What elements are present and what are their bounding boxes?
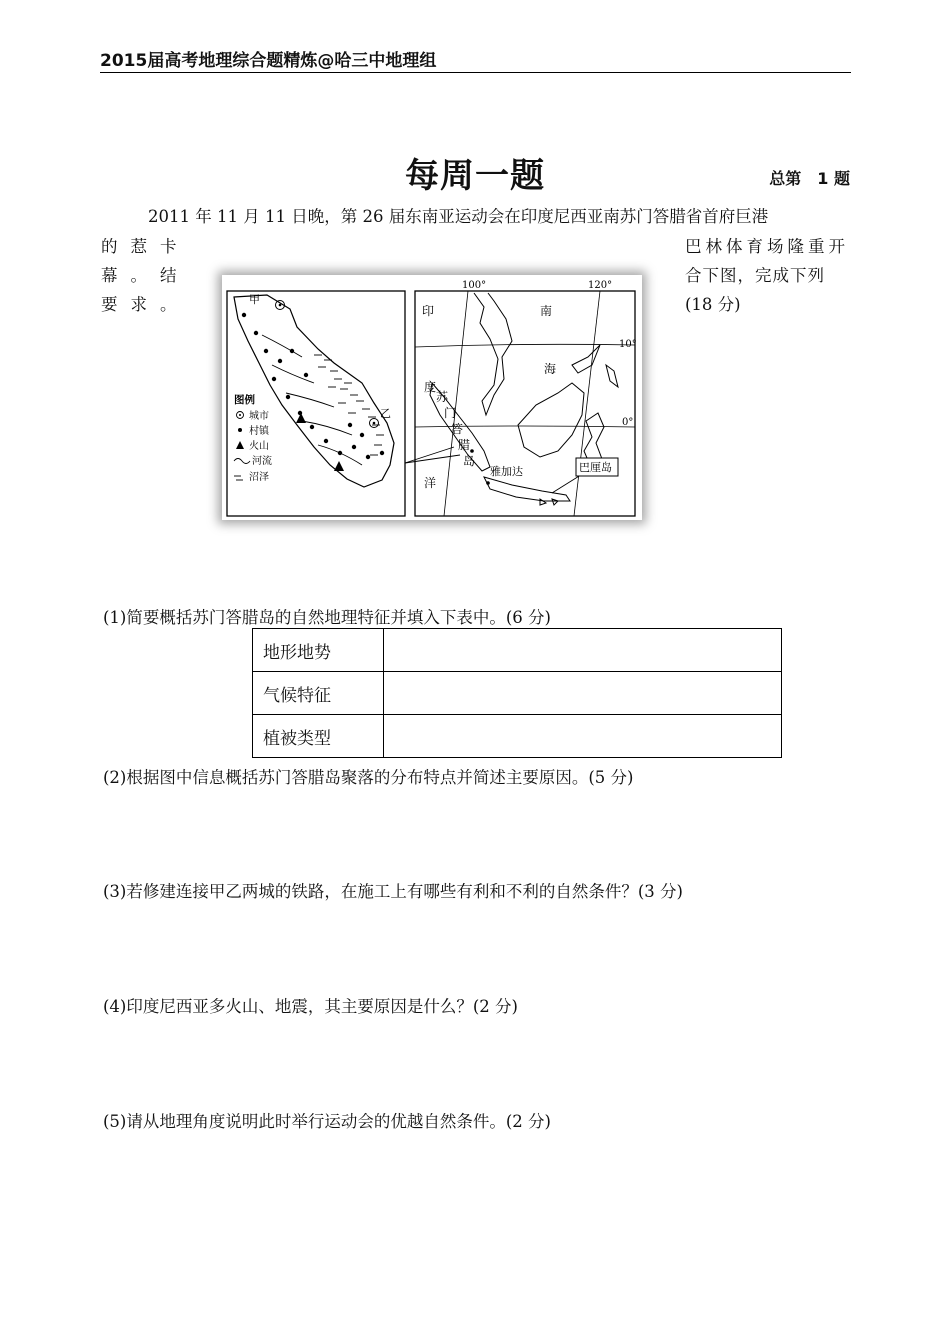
question-number: 总第 1 题 bbox=[769, 169, 850, 188]
intro-line-3-right: 合下图，完成下列 bbox=[685, 266, 825, 285]
city-b-label: 乙 bbox=[380, 407, 391, 420]
question-1: (1)简要概括苏门答腊岛的自然地理特征并填入下表中。(6 分) bbox=[103, 608, 551, 627]
table-row bbox=[253, 629, 782, 672]
question-2: (2)根据图中信息概括苏门答腊岛聚落的分布特点并简述主要原因。(5 分) bbox=[103, 768, 634, 787]
city-a-label: 甲 bbox=[249, 293, 260, 306]
table-row bbox=[253, 672, 782, 715]
answer-cell-vegetation[interactable] bbox=[384, 715, 782, 758]
legend-city: 城市 bbox=[249, 411, 269, 422]
legend-volcano: 火山 bbox=[249, 441, 269, 452]
answer-cell-terrain[interactable] bbox=[384, 629, 782, 672]
label-yang: 洋 bbox=[424, 476, 437, 490]
label-su: 苏 bbox=[436, 390, 449, 404]
lat-10-label: 10° bbox=[619, 339, 637, 350]
label-du: 度 bbox=[424, 380, 437, 394]
intro-line-4-right: (18 分) bbox=[685, 295, 741, 314]
label-jakarta: 雅加达 bbox=[490, 465, 523, 478]
page-title: 每周一题 bbox=[405, 156, 545, 196]
header-rule bbox=[100, 72, 851, 73]
label-nan: 南 bbox=[540, 304, 553, 318]
legend-river: 河流 bbox=[252, 456, 272, 467]
page-header: 2015届高考地理综合题精炼@哈三中地理组 bbox=[100, 51, 437, 71]
map-svg bbox=[222, 275, 642, 520]
intro-line-2-right: 巴林体育场隆重开 bbox=[685, 237, 849, 256]
volcano-symbols bbox=[296, 413, 344, 471]
rivers bbox=[262, 335, 362, 465]
intro-line-2-left: 的惹卡 bbox=[101, 237, 190, 256]
row-label-climate: 气候特征 bbox=[253, 672, 384, 715]
label-la: 腊 bbox=[458, 438, 471, 452]
intro-line-1: 2011 年 11 月 11 日晚，第 26 届东南亚运动会在印度尼西亚南苏门答腊省首府巨港 bbox=[148, 207, 769, 226]
intro-line-3-left: 幕。结 bbox=[101, 266, 190, 285]
legend-village: 村镇 bbox=[249, 426, 269, 437]
question-5: (5)请从地理角度说明此时举行运动会的优越自然条件。(2 分) bbox=[103, 1112, 551, 1131]
legend-swamp: 沼泽 bbox=[249, 472, 269, 483]
row-label-vegetation: 植被类型 bbox=[253, 715, 384, 758]
city-symbols bbox=[276, 301, 379, 428]
table-row bbox=[253, 715, 782, 758]
lat-0-label: 0° bbox=[622, 417, 634, 428]
label-yin: 印 bbox=[422, 304, 435, 318]
row-label-terrain: 地形地势 bbox=[253, 629, 384, 672]
question-4: (4)印度尼西亚多火山、地震，其主要原因是什么？(2 分) bbox=[103, 997, 518, 1016]
lon-100-label: 100° bbox=[462, 280, 487, 291]
label-bali: 巴厘岛 bbox=[579, 461, 612, 474]
answer-cell-climate[interactable] bbox=[384, 672, 782, 715]
question-3: (3)若修建连接甲乙两城的铁路，在施工上有哪些有利和不利的自然条件？(3 分) bbox=[103, 882, 683, 901]
label-men: 门 bbox=[444, 406, 457, 420]
label-hai: 海 bbox=[544, 362, 557, 376]
map-legend bbox=[234, 393, 272, 483]
village-dots bbox=[242, 313, 384, 459]
legend-title: 图例 bbox=[234, 394, 255, 406]
intro-line-4-left: 要求。 bbox=[101, 295, 190, 314]
map-figure bbox=[222, 275, 642, 520]
label-da: 答 bbox=[451, 422, 464, 436]
feature-table bbox=[252, 628, 782, 758]
label-dao: 岛 bbox=[463, 454, 476, 468]
lon-120-label: 120° bbox=[588, 280, 613, 291]
